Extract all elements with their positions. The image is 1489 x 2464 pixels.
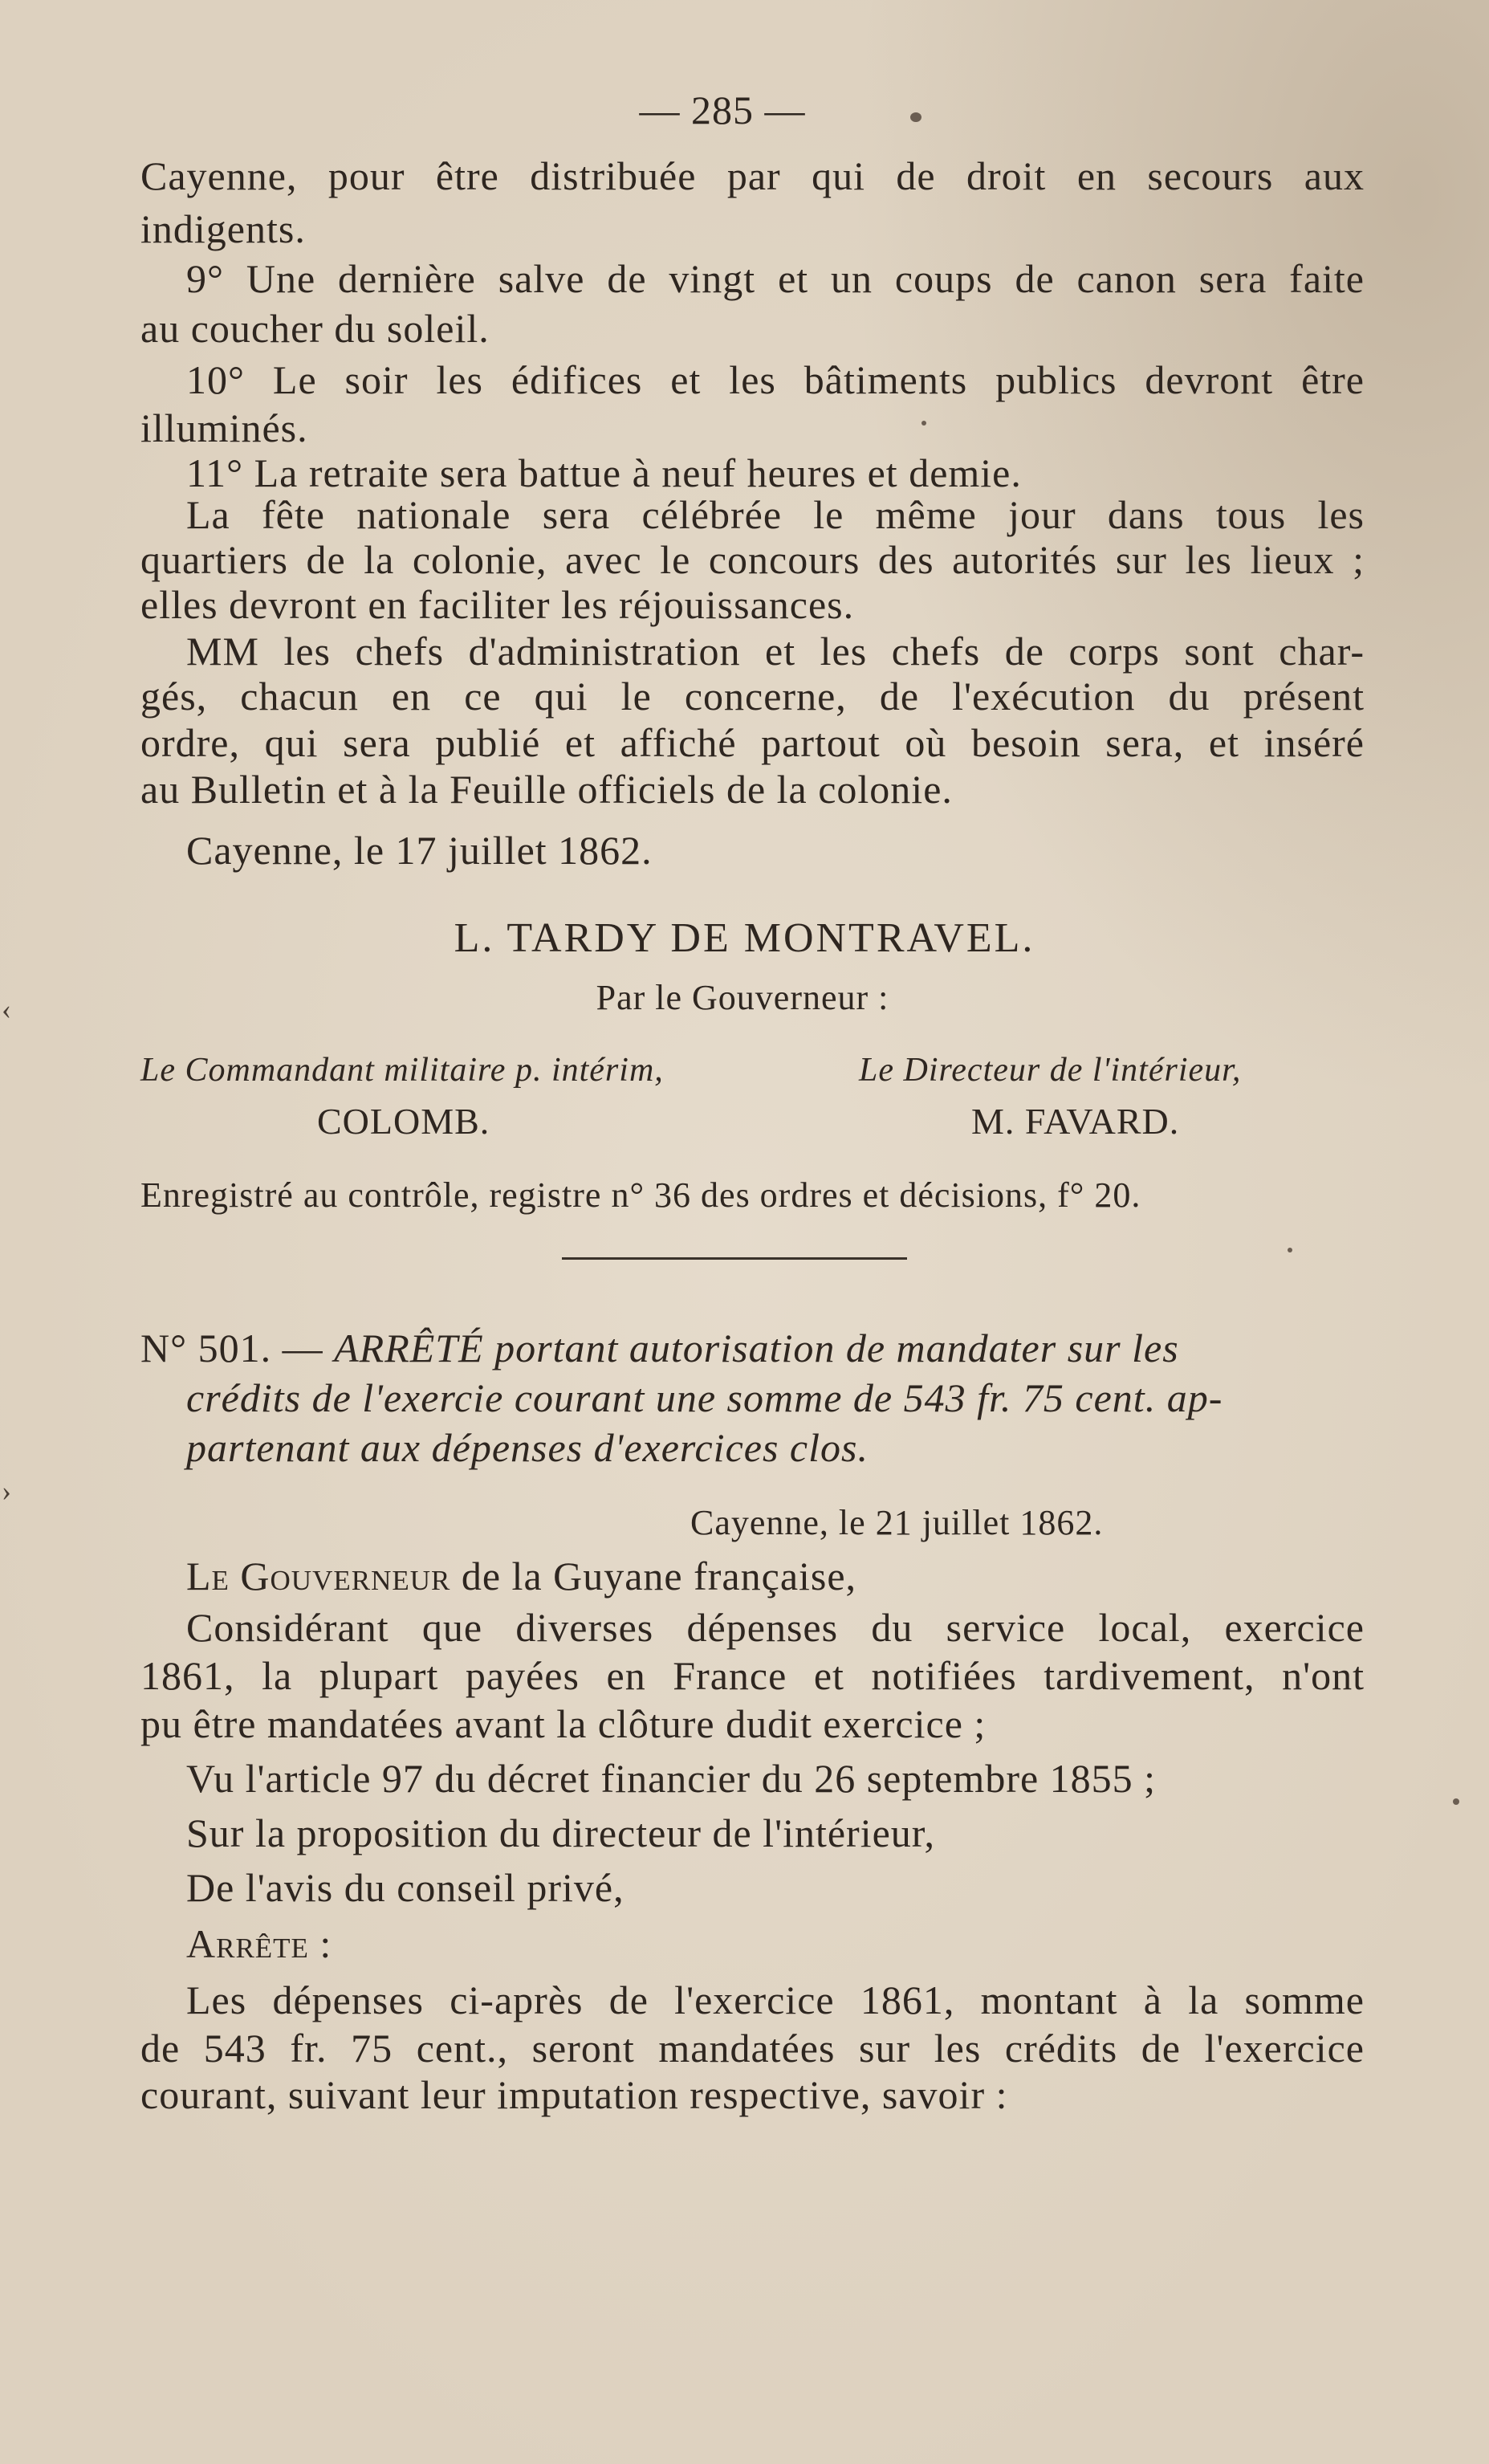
text-line: au coucher du soleil. — [140, 306, 490, 351]
body-line: Sur la proposition du directeur de l'intérieur, — [186, 1810, 935, 1855]
body-line: 1861, la plupart payées en France et notifiées tardivement, n'ont — [140, 1653, 1365, 1698]
official-left-name: COLOMB. — [317, 1101, 490, 1142]
official-right-title: Le Directeur de l'intérieur, — [859, 1052, 1242, 1089]
text-line: quartiers de la colonie, avec le concours des autorités sur les lieux ; — [140, 537, 1365, 582]
body-line — [186, 1553, 856, 1599]
arrete-title: ARRÊTÉ portant autorisation de mandater sur les — [334, 1326, 1179, 1370]
signatory-name: L. TARDY DE MONTRAVEL. — [454, 915, 1035, 961]
body-line: Vu l'article 97 du décret financier du 26 septembre 1855 ; — [186, 1756, 1157, 1801]
text-line: ordre, qui sera publié et affiché partout où besoin sera, et inséré — [140, 720, 1365, 765]
text-line: 11° La retraite sera battue à neuf heures et demie. — [186, 450, 1022, 495]
gouverneur-rest: de la Guyane française, — [450, 1554, 857, 1599]
body-line: Considérant que diverses dépenses du service local, exercice — [186, 1605, 1365, 1650]
arrete-heading-line2: crédits de l'exercie courant une somme de 543 fr. 75 cent. ap- — [186, 1375, 1223, 1420]
arrete-heading-line3: partenant aux dépenses d'exercices clos. — [186, 1425, 869, 1470]
gouverneur-title: Le Gouverneur — [186, 1554, 451, 1599]
body-line: pu être mandatées avant la clôture dudit exercice ; — [140, 1701, 987, 1746]
ink-speck — [910, 112, 921, 122]
text-line: 10° Le soir les édifices et les bâtiments publics devront être — [186, 357, 1365, 402]
page-number: — 285 — — [639, 88, 806, 132]
margin-mark: ‹ — [2, 993, 11, 1025]
ink-speck — [1288, 1248, 1292, 1252]
official-right-name: M. FAVARD. — [971, 1101, 1180, 1142]
arrete-number: N° 501. — — [140, 1326, 335, 1370]
ink-speck — [1453, 1798, 1459, 1805]
text-line: La fête nationale sera célébrée le même jour dans tous les — [186, 492, 1365, 537]
text-line: au Bulletin et à la Feuille officiels de la colonie. — [140, 767, 953, 812]
arrete-heading-line1 — [140, 1325, 1365, 1371]
body-line: de 543 fr. 75 cent., seront mandatées sur les crédits de l'exercice — [140, 2026, 1365, 2071]
text-line: Cayenne, pour être distribuée par qui de droit en secours aux — [140, 153, 1365, 198]
text-line: gés, chacun en ce qui le concerne, de l'exécution du présent — [140, 674, 1365, 719]
margin-mark: › — [2, 1475, 11, 1507]
text-line: elles devront en faciliter les réjouissances. — [140, 582, 855, 627]
section-divider — [562, 1257, 907, 1260]
arrete-label: Arrête : — [186, 1921, 332, 1966]
par-le-gouverneur: Par le Gouverneur : — [596, 978, 889, 1017]
text-line: 9° Une dernière salve de vingt et un coups de canon sera faite — [186, 256, 1365, 301]
official-left-title: Le Commandant militaire p. intérim, — [140, 1052, 664, 1089]
registration-note: Enregistré au contrôle, registre n° 36 des ordres et décisions, f° 20. — [140, 1175, 1141, 1215]
place-date: Cayenne, le 17 juillet 1862. — [186, 828, 653, 873]
ink-speck — [921, 421, 926, 426]
body-line: courant, suivant leur imputation respective, savoir : — [140, 2072, 1008, 2117]
body-line: Les dépenses ci-après de l'exercice 1861, montant à la somme — [186, 1977, 1365, 2022]
arrete-date: Cayenne, le 21 juillet 1862. — [690, 1503, 1104, 1542]
text-line: MM les chefs d'administration et les chefs de corps sont char- — [186, 629, 1365, 674]
body-line: De l'avis du conseil privé, — [186, 1865, 624, 1910]
text-line: indigents. — [140, 206, 306, 251]
text-line: illuminés. — [140, 405, 308, 450]
